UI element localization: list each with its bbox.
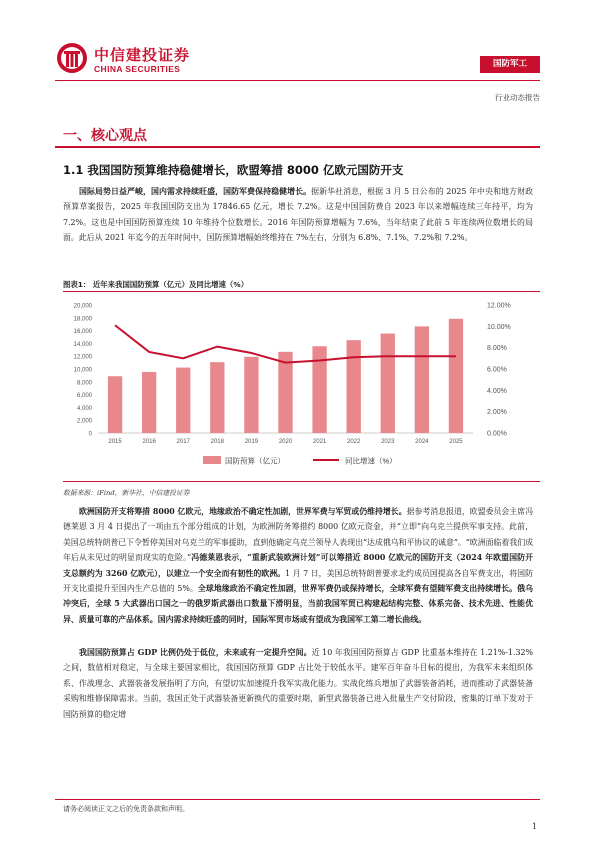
y-left-tick-label: 8,000 [76,380,92,387]
subsection-heading: 1.1 我国国防预算维持稳健增长，欧盟筹措 8000 亿欧元国防开支 [63,163,404,177]
logo-text-en: CHINA SECURITIES [94,64,181,74]
legend-swatch-budget [203,456,221,464]
page-number: 1 [531,822,537,831]
x-tick-label: 2015 [108,439,122,445]
y-left-tick-label: 16,000 [73,329,92,336]
x-tick-label: 2025 [449,439,463,445]
y-right-tick-label: 8.00% [487,345,507,353]
paragraph-gdp-share [63,645,533,722]
budget-bar [210,362,224,433]
footer-divider [55,799,540,800]
budget-bar [142,372,156,433]
y-left-tick-label: 2,000 [76,418,92,425]
paragraph-lead: 国际局势日益严峻，国内需求持续旺盛，国防军费保持稳健增长。 [79,187,312,196]
y-left-tick-label: 4,000 [76,405,92,412]
x-tick-label: 2024 [415,439,429,445]
budget-bar [381,334,395,433]
sector-tag: 国防军工 [480,56,540,73]
section-divider [55,146,540,148]
report-type: 行业动态报告 [495,93,540,102]
y-right-tick-label: 2.00% [487,409,507,417]
paragraph-emphasis: 全球地缘政治不确定性加剧，世界军费仍或保持增长，全球军费有望随军费支出持续增长。俄乌冲突后，全球 5 大武器出口国之一的俄罗斯武器出口数量下滑明显，当前我国军贸已构建起结构完整、体系完备、技术先进、性能优异、质量可靠的产品体系。国内需求持续旺盛的同时，国际军贸市场或有望成为我国军工第二增长曲线。 [63,584,533,624]
budget-bar [278,352,292,433]
logo-text-cn: 中信建投证券 [94,46,191,64]
defense-budget-chart [63,293,538,479]
legend-label-growth: 同比增速（%） [345,456,397,466]
y-right-tick-label: 10.00% [487,323,511,331]
header-divider [55,80,540,81]
x-tick-label: 2019 [244,439,259,445]
company-logo [56,38,196,78]
y-left-tick-label: 14,000 [73,341,92,348]
x-tick-label: 2018 [210,439,224,445]
budget-bar [449,319,463,433]
paragraph-body: 近 10 年我国国防预算占 GDP 比重基本维持在 1.21%-1.32%之间，数值相对稳定，与全球主要国家相比，我国国防预算 GDP 占比处于较低水平。建军百年奋斗目标的提出，为我军未来组织体系、作战理念、武器装备发展指明了方向，有望切实加速提升我军实战化能力。实战化练兵增加了武器装备消耗，进而推动了武器装备采购和维修保障需求。当前，我国正处于武器装备更新换代的重要时期，新型武器装备已进入批量生产交付阶段，密集的订单下发对于国防预算的稳定增 [63,648,534,719]
paragraph-budget [63,184,533,246]
x-tick-label: 2022 [347,439,361,445]
paragraph-lead: 欧洲国防开支将筹措 8000 亿欧元，地缘政治不确定性加剧，世界军费与军贸或仍维持增长。 [79,507,407,516]
paragraph-body: 1 月 7 日，美国总统特朗普要求北约成员国提高各自军费支出，将国防开支比重提升至国内生产总值的 5%。 [63,568,533,594]
y-left-tick-label: 12,000 [73,354,92,361]
figure-title: 图表1： 近年来我国国防预算（亿元）及同比增速（%） [63,280,249,289]
paragraph-lead: 我国国防预算占 GDP 比例仍处于低位，未来或有一定提升空间。 [79,648,312,657]
figure-source: 数据来源：iFind，新华社，中信建投证券 [63,489,190,497]
paragraph-emphasis: 冯德莱恩表示，“重新武装欧洲计划”可以筹措近 8000 亿欧元的国防开支（2024 年欧盟国防开支总额约为 3260 亿欧元），以建立一个安全而有韧性的欧洲。 [63,553,533,578]
y-left-tick-label: 0 [88,431,92,438]
china-securities-logo-icon [56,42,88,74]
budget-bar [244,357,258,433]
x-tick-label: 2023 [381,439,395,445]
y-right-tick-label: 6.00% [487,366,507,374]
budget-bar [176,368,190,433]
y-right-tick-label: 0.00% [487,430,507,438]
budget-bar [415,326,429,433]
y-left-tick-label: 18,000 [73,316,92,323]
x-tick-label: 2016 [142,439,156,445]
paragraph-body: 据参考消息报道，欧盟委员会主席冯德莱恩 3 月 4 日提出了一项由五个部分组成的计划，为欧洲防务筹措约 8000 亿欧元资金，并“立即”向乌克兰提供军事支持。此前，美国总统特朗普已下令暂停美国对乌克兰的军事援助，直到他确定乌克兰领导人表现出“达成俄乌和平协议的诚意”。“欧洲面临着我们成年后从未见过的明显而现实的危险。” [63,507,533,563]
y-left-tick-label: 20,000 [73,303,92,310]
figure-title-divider [63,291,540,292]
paragraph-body: 据新华社消息，根据 3 月 5 日公布的 2025 年中央和地方财政预算草案报告，2025 年我国国防支出为 17846.65 亿元，增长 7.2%。这是中国国防费自 2023 年以来增幅连续三年持平，均为 7.2%。这也是中国国防预算连续 10 年维持个位数增长。2016 年国防预算增幅为 7.6%，当年结束了此前 5 年连续两位数增长的局面。此后从 2021 年迄今的五年时间中，国防预算增幅始终维持在 7%左右，分别为 6.8%、7.1%、7.2%和 7.2%。 [63,187,533,243]
section-heading: 一、核心观点 [63,128,147,144]
x-tick-label: 2021 [312,439,327,445]
budget-bar [108,376,122,433]
budget-bar [347,340,361,433]
paragraph-europe [63,504,533,627]
y-left-tick-label: 10,000 [73,367,92,374]
y-right-tick-label: 12.00% [487,302,511,310]
x-tick-label: 2020 [278,439,293,445]
x-tick-label: 2017 [176,439,190,445]
disclaimer-note: 请务必阅读正文之后的免责条款和声明。 [63,805,189,813]
legend-label-budget: 国防预算（亿元） [225,456,285,466]
y-right-tick-label: 4.00% [487,387,507,395]
y-left-tick-label: 6,000 [76,393,92,400]
figure-bottom-divider [63,481,540,482]
